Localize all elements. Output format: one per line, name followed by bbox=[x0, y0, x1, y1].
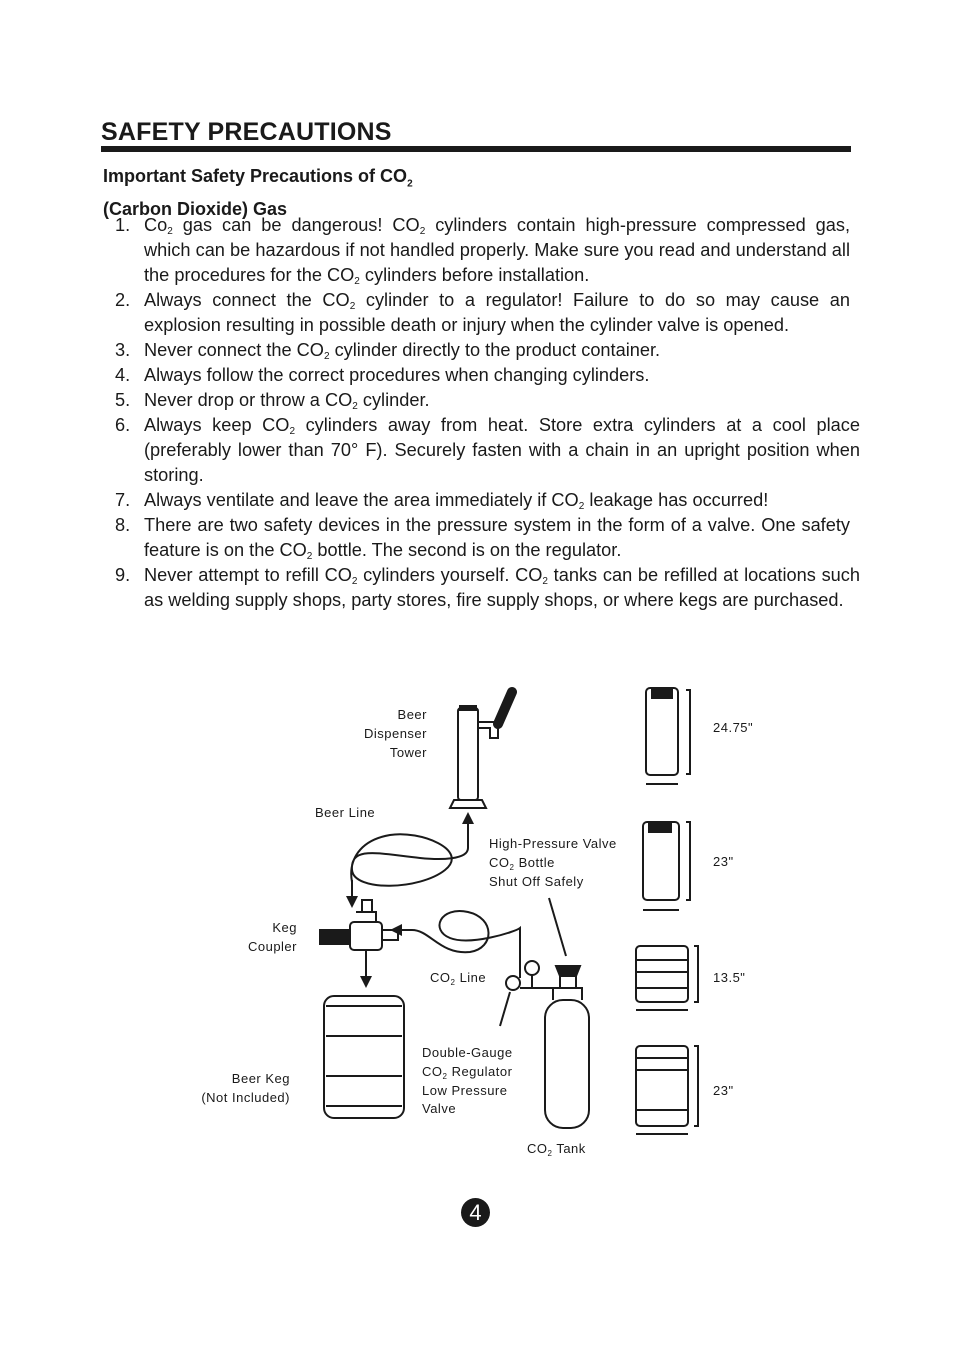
item-text: $Co_2$ gas can be dangerous! $CO_2$ cylinders contain high-pressure compressed gas, which can be hazardous if not handled properly. Make sure you read and understand all the procedures for the $CO_2$ cylinders before installation. bbox=[144, 215, 851, 287]
keg-size-illustrations bbox=[636, 688, 698, 1134]
item-text: Always connect the $CO_2$ cylinder to a regulator! Failure to do so may cause an explosion resulting in possible death or injury when the cylinder valve is opened. bbox=[144, 290, 850, 335]
label-tank: $CO_2$ Tank bbox=[527, 1141, 586, 1158]
label-keg-1: Beer Keg bbox=[231, 1071, 290, 1086]
item-number: 7. bbox=[115, 490, 131, 510]
item-text: Never attempt to refill $CO_2$ cylinders yourself. $CO_2$ tanks can be refilled at locations such as welding supply shops, party stores, fire supply shops, or where kegs are purchased. bbox=[144, 565, 860, 610]
label-size-2: 23" bbox=[713, 854, 734, 869]
item-text: There are two safety devices in the pressure system in the form of a valve. One safety feature is on the $CO_2$ bottle. The second is on the regulator. bbox=[144, 515, 850, 562]
label-tower-1: Beer bbox=[397, 707, 427, 722]
co2-line-illustration bbox=[412, 911, 520, 978]
keg-system-diagram bbox=[0, 660, 954, 1180]
subtitle-subscript: 2 bbox=[407, 178, 413, 190]
list-item bbox=[110, 213, 860, 288]
label-valve-2: $CO_2$ Bottle bbox=[489, 855, 555, 872]
label-size-1: 24.75" bbox=[713, 720, 754, 735]
item-number: 2. bbox=[115, 290, 131, 310]
label-coupler-1: Keg bbox=[272, 920, 297, 935]
page-title: SAFETY PRECAUTIONS bbox=[101, 118, 392, 146]
item-text: Never drop or throw a $CO_2$ cylinder. bbox=[144, 390, 430, 412]
label-size-3: 13.5" bbox=[713, 970, 746, 985]
label-regulator-3: Low Pressure bbox=[422, 1083, 508, 1098]
item-text: Always keep $CO_2$ cylinders away from heat. Store extra cylinders at a cool place (preferably lower than 70° F). Securely fasten with a chain in an upright position when storing. bbox=[144, 415, 860, 485]
item-text: Never connect the $CO_2$ cylinder directly to the product container. bbox=[144, 340, 661, 362]
label-tower-2: Dispenser bbox=[363, 726, 427, 741]
list-item bbox=[110, 488, 860, 513]
coupler-illustration bbox=[320, 900, 412, 982]
label-valve-1: High-Pressure Valve bbox=[489, 836, 617, 851]
list-item bbox=[110, 563, 860, 613]
item-number: 1. bbox=[115, 215, 131, 235]
beer-line-illustration bbox=[351, 818, 468, 902]
list-item bbox=[110, 513, 860, 563]
list-item bbox=[110, 288, 860, 338]
item-number: 9. bbox=[115, 565, 131, 585]
list-item bbox=[110, 388, 860, 413]
list-item bbox=[110, 413, 860, 488]
title-rule bbox=[101, 146, 851, 152]
item-number: 4. bbox=[115, 365, 131, 385]
label-regulator-2: $CO_2$ Regulator bbox=[422, 1064, 513, 1081]
list-item bbox=[110, 338, 860, 363]
item-text: Always follow the correct procedures when changing cylinders. bbox=[144, 365, 650, 385]
label-tower-3: Tower bbox=[389, 745, 427, 760]
subtitle-line1: Important Safety Precautions of CO bbox=[103, 166, 408, 186]
label-regulator-4: Valve bbox=[422, 1101, 457, 1116]
item-number: 5. bbox=[115, 390, 131, 410]
label-size-4: 23" bbox=[713, 1083, 734, 1098]
item-number: 8. bbox=[115, 515, 131, 535]
label-regulator-1: Double-Gauge bbox=[422, 1045, 513, 1060]
list-item bbox=[110, 363, 860, 388]
precautions-list bbox=[110, 213, 860, 613]
label-coupler-2: Coupler bbox=[247, 939, 297, 954]
subtitle-line2: (Carbon Dioxide) Gas bbox=[103, 198, 288, 219]
item-text: Always ventilate and leave the area immediately if $CO_2$ leakage has occurred! bbox=[144, 490, 769, 512]
beer-keg-illustration bbox=[324, 996, 404, 1118]
page-number: 4 bbox=[461, 1198, 490, 1227]
label-beer-line: Beer Line bbox=[315, 805, 376, 820]
co2-tank-illustration bbox=[500, 898, 589, 1128]
label-valve-3: Shut Off Safely bbox=[489, 874, 584, 889]
item-number: 6. bbox=[115, 415, 131, 435]
tower-illustration bbox=[450, 692, 512, 808]
label-keg-2: (Not Included) bbox=[201, 1090, 290, 1105]
label-co2-line: $CO_2$ Line bbox=[430, 970, 487, 987]
item-number: 3. bbox=[115, 340, 131, 360]
